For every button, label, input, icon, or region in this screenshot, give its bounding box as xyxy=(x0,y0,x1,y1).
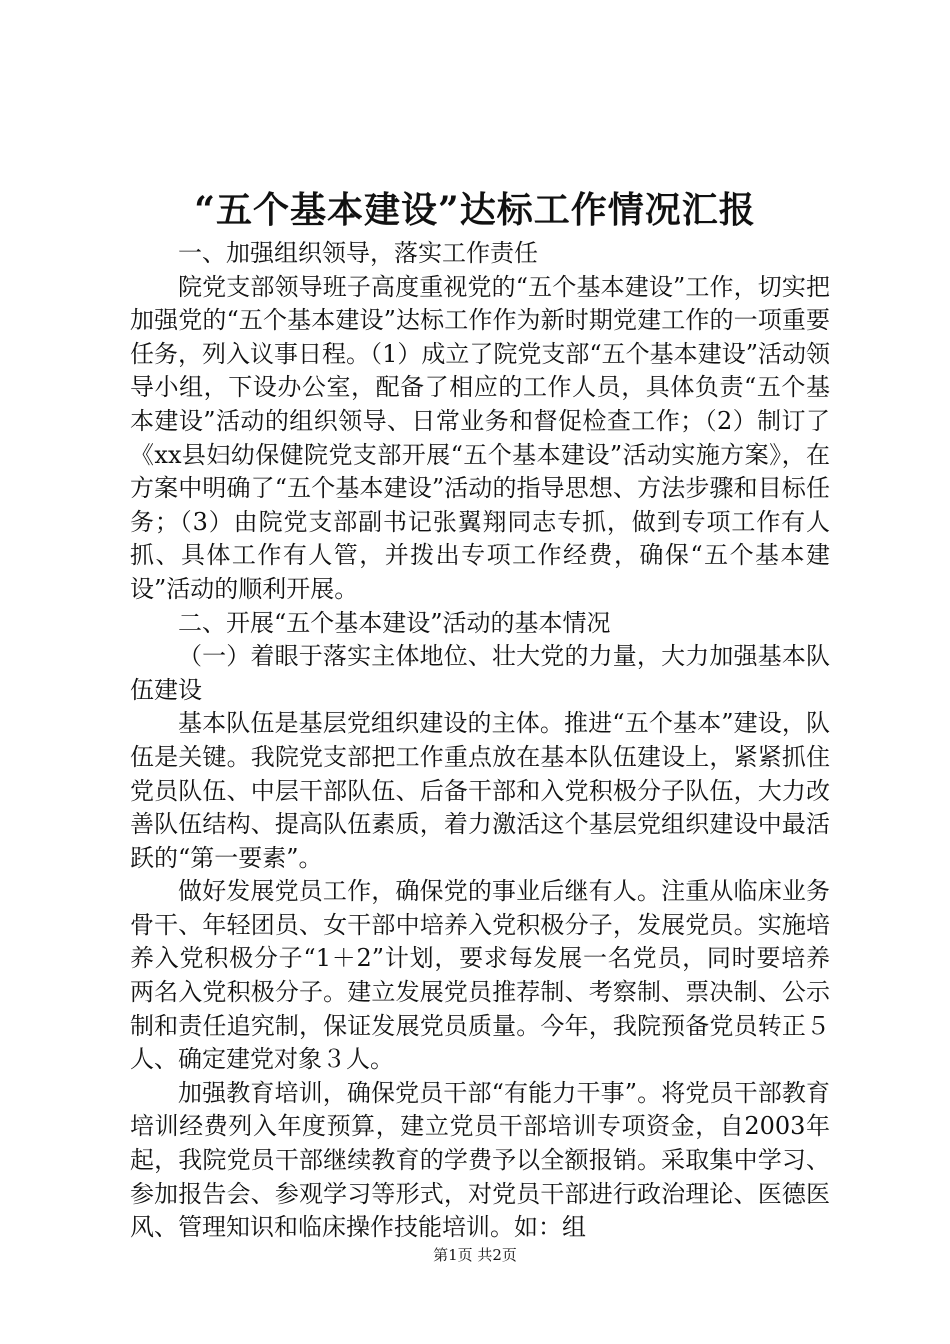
section-heading-2: 二、开展“五个基本建设”活动的基本情况 xyxy=(178,608,611,637)
page-footer: 第1页 共2页 xyxy=(433,1246,517,1264)
document-title: “五个基本建设”达标工作情况汇报 xyxy=(194,189,756,231)
paragraph-3: 做好发展党员工作，确保党的事业后继有人。注重从临床业务骨干、年轻团员、女干部中培养入党积极分子，发展党员。实施培养入党积极分子“1＋2”计划，要求每发展一名党员，同时要培养两名入党积极分子。建立发展党员推荐制、考察制、票决制、公示制和责任追究制，保证发展党员质量。今年，我院预备党员转正５人、确定建党对象３人。 xyxy=(130,877,830,1074)
subsection-heading-1: （一）着眼于落实主体地位、壮大党的力量，大力加强基本队伍建设 xyxy=(130,642,830,704)
paragraph-4: 加强教育培训，确保党员干部“有能力干事”。将党员干部教育培训经费列入年度预算，建立党员干部培训专项资金，自2003年起，我院党员干部继续教育的学费予以全额报销。采取集中学习、参加报告会、参观学习等形式，对党员干部进行政治理论、医德医风、管理知识和临床操作技能培训。如：组 xyxy=(130,1078,830,1242)
paragraph-1: 院党支部领导班子高度重视党的“五个基本建设”工作，切实把加强党的“五个基本建设”达标工作作为新时期党建工作的一项重要任务，列入议事日程。（1）成立了院党支部“五个基本建设”活动领导小组，下设办公室，配备了相应的工作人员，具体负责“五个基本建设”活动的组织领导、日常业务和督促检查工作；（2）制订了《xx县妇幼保健院党支部开展“五个基本建设”活动实施方案》，在方案中明确了“五个基本建设”活动的指导思想、方法步骤和目标任务；（3）由院党支部副书记张翼翔同志专抓，做到专项工作有人抓、具体工作有人管，并拨出专项工作经费，确保“五个基本建设”活动的顺利开展。 xyxy=(130,272,830,603)
paragraph-2: 基本队伍是基层党组织建设的主体。推进“五个基本”建设，队伍是关键。我院党支部把工作重点放在基本队伍建设上，紧紧抓住党员队伍、中层干部队伍、后备干部和入党积极分子队伍，大力改善队伍结构、提高队伍素质，着力激活这个基层党组织建设中最活跃的“第一要素”。 xyxy=(130,709,830,872)
section-heading-1: 一、加强组织领导，落实工作责任 xyxy=(178,239,538,267)
document-body xyxy=(130,237,830,1245)
